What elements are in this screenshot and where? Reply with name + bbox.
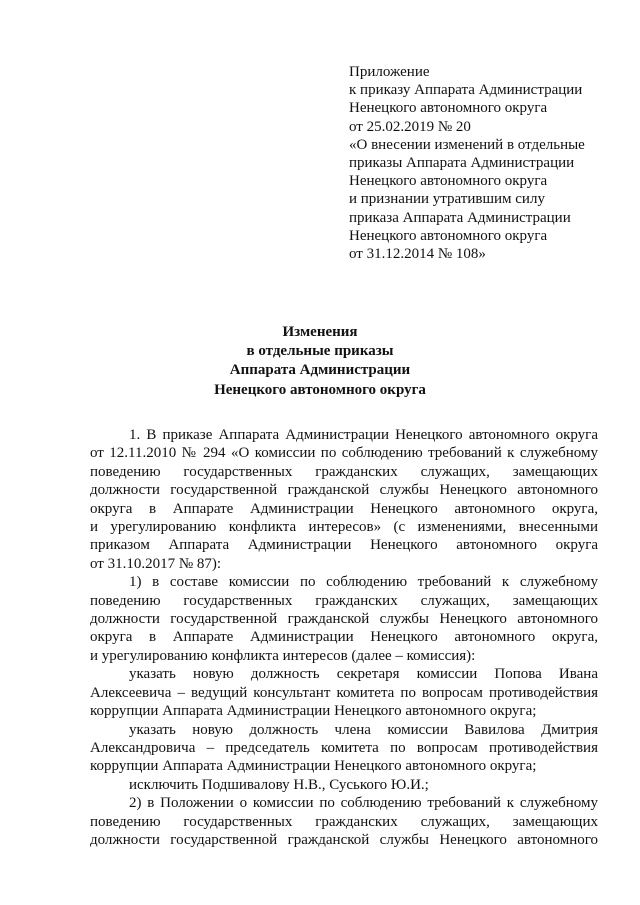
body-line: от 31.10.2017 № 87): [90,555,222,572]
body-line: поведению государственных гражданских служащих, замещающих [90,592,598,609]
body-line: поведению государственных гражданских служащих, замещающих [90,813,598,830]
appendix-line: к приказу Аппарата Администрации [349,82,583,99]
body-line: Алексеевича – ведущий консультант комитета по вопросам противодействия [90,684,598,701]
appendix-line: и признании утратившим силу [349,191,545,208]
paragraph-secretary [90,665,598,720]
body-line: должности государственной гражданской службы Ненецкого автономного [90,611,598,628]
appendix-line: от 25.02.2019 № 20 [349,118,471,135]
body-line: 1. В приказе Аппарата Администрации Ненецкого автономного округа [129,427,598,443]
paragraph-1 [90,426,598,573]
body-line: 2) в Положении о комиссии по соблюдению требований к служебному [129,795,598,812]
title-line: в отдельные приказы [246,343,394,360]
appendix-line: «О внесении изменений в отдельные [349,136,585,153]
document-body [90,426,598,849]
appendix-line: Приложение [349,64,430,80]
body-line: от 12.11.2010 № 294 «О комиссии по соблюдению требований к служебному [90,445,598,462]
paragraph-1-1 [90,573,598,665]
body-line: и урегулированию конфликта интересов (далее – комиссия): [90,647,476,664]
body-line: приказом Аппарата Администрации Ненецкого автономного округа [90,537,598,554]
title-line: Аппарата Администрации [229,362,411,379]
body-line: коррупции Аппарата Администрации Ненецкого автономного округа; [90,758,537,775]
appendix-line: приказы Аппарата Администрации [349,155,575,172]
body-line: Александровича – председатель комитета по вопросам противодействия [90,739,598,756]
appendix-line: Ненецкого автономного округа [349,100,548,117]
body-line: округа в Аппарате Администрации Ненецкого автономного округа, [90,500,598,517]
body-line: коррупции Аппарата Администрации Ненецкого автономного округа; [90,703,537,720]
appendix-line: от 31.12.2014 № 108» [349,246,486,263]
body-line: и урегулированию конфликта интересов» (с изменениями, внесенными [90,519,598,536]
body-line: 1) в составе комиссии по соблюдению требований к служебному [129,574,598,591]
body-line: должности государственной гражданской службы Ненецкого автономного [90,831,598,848]
appendix-line: Ненецкого автономного округа [349,227,548,244]
appendix-header [349,63,629,263]
title-line: Изменения [282,324,358,340]
paragraph-exclude [90,776,598,794]
paragraph-member [90,721,598,776]
paragraph-1-2 [90,794,598,849]
body-line: должности государственной гражданской службы Ненецкого автономного [90,482,598,499]
body-line: исключить Подшивалову Н.В., Суського Ю.И.; [129,776,429,793]
body-line: поведению государственных гражданских служащих, замещающих [90,463,598,480]
appendix-line: приказа Аппарата Администрации [349,209,571,226]
title-line: Ненецкого автономного округа [214,381,426,398]
body-line: указать новую должность члена комиссии Вавилова Дмитрия [129,721,598,738]
appendix-line: Ненецкого автономного округа [349,173,548,190]
body-line: округа в Аппарате Администрации Ненецкого автономного округа, [90,629,598,646]
document-title [0,323,640,400]
body-line: указать новую должность секретаря комиссии Попова Ивана [129,666,598,683]
